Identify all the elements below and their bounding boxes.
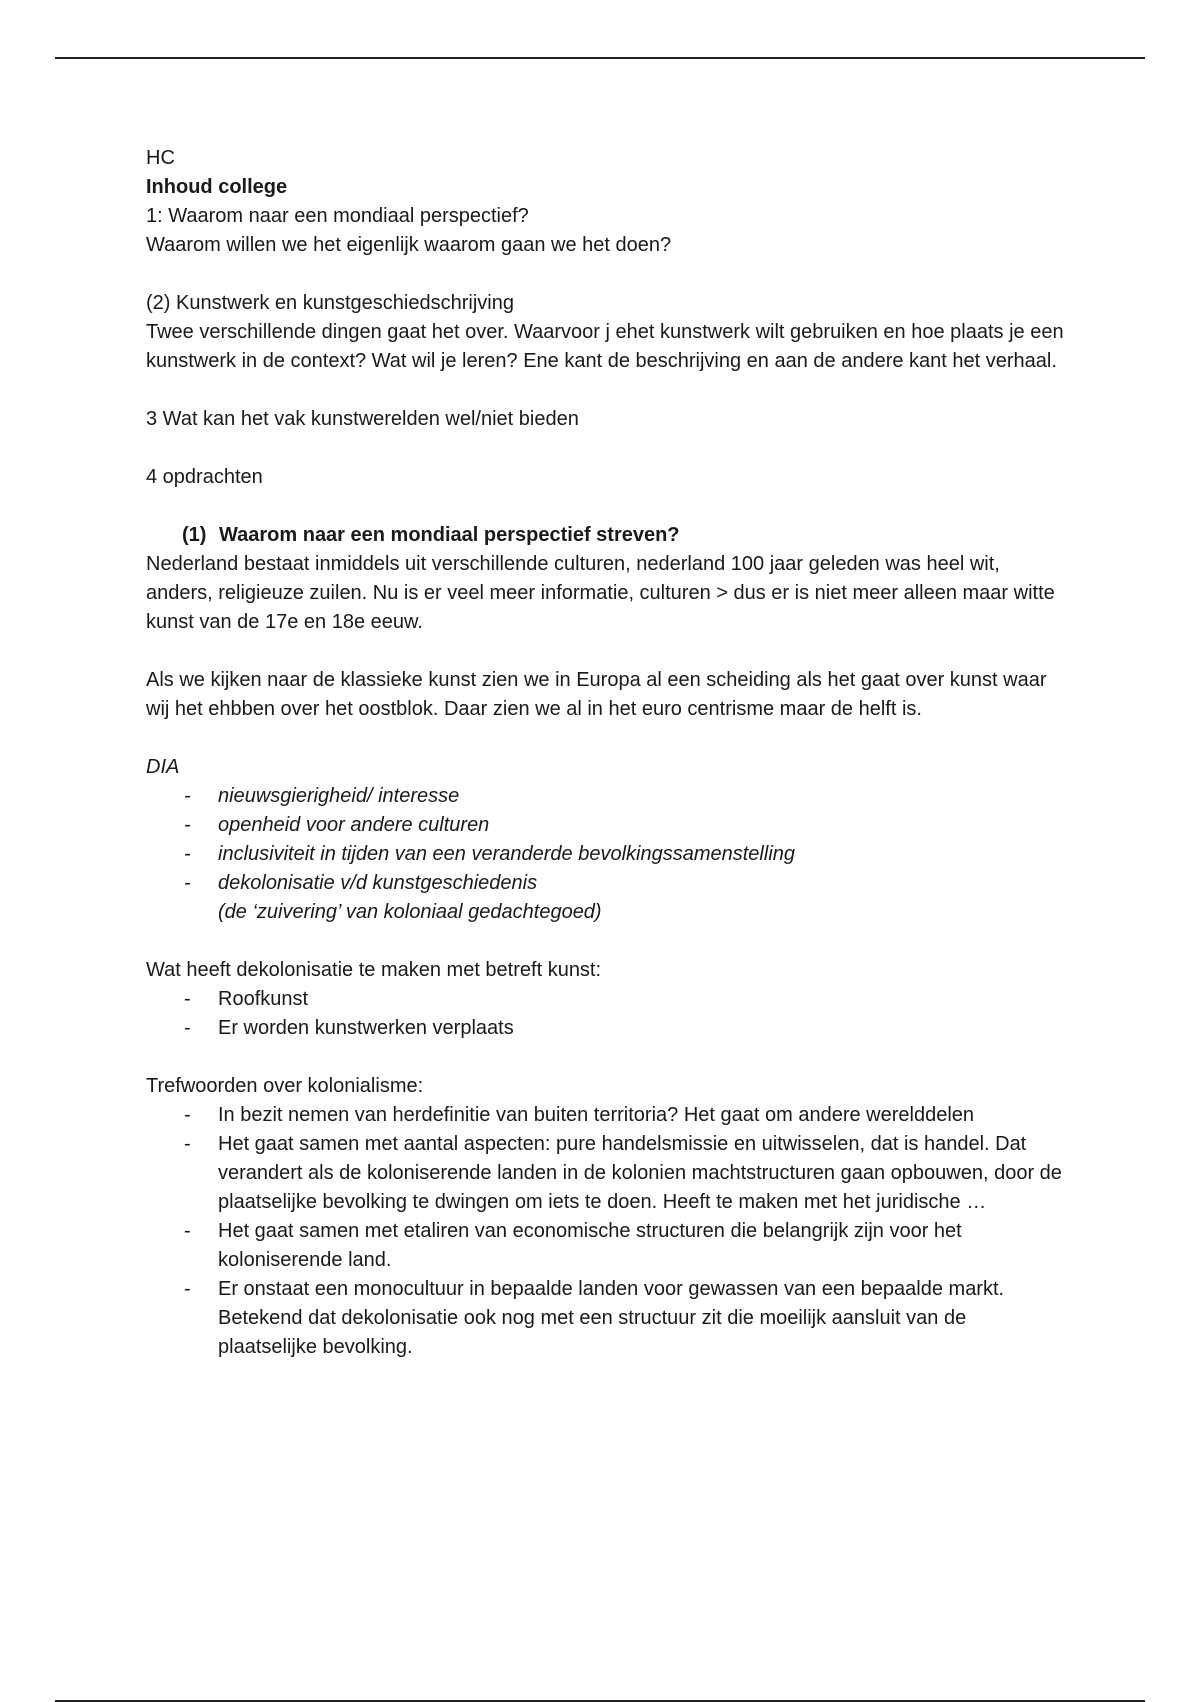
paragraph-2: Als we kijken naar de klassieke kunst zien we in Europa al een scheiding als het gaat over kunst waar wij het ehbben over het oostblok. Daar zien we al in het euro centrisme maar de helft is.: [146, 669, 1047, 720]
item2-text: Twee verschillende dingen gaat het over. Waarvoor j ehet kunstwerk wilt gebruiken en hoe plaats je een kunstwerk in de context? Wat wil je leren? Ene kant de beschrijving en aan de andere kant het verhaal.: [146, 321, 1064, 372]
list-item: - Er onstaat een monocultuur in bepaalde landen voor gewassen van een bepaalde markt. Betekend dat dekolonisatie ook nog met een structuur zit die moeilijk aansluit van de plaatselijke bevolking.: [146, 1275, 1066, 1362]
contents-title: Inhoud college: [146, 176, 288, 198]
list-item: - Roofkunst: [146, 985, 1066, 1014]
dia-list: [146, 782, 1066, 898]
list-item: - inclusiviteit in tijden van een veranderde bevolkingssamenstelling: [146, 840, 1066, 869]
dekolonisatie-list: [146, 985, 1066, 1043]
item4: 4 opdrachten: [146, 466, 263, 488]
list-item: - Het gaat samen met aantal aspecten: pure handelsmissie en uitwisselen, dat is handel. Dat verandert als de koloniserende landen in de kolonien machtstructuren gaan opbouwen, door de plaatselijke bevolking te dwingen om iets te doen. Heeft te maken met het juridische …: [146, 1130, 1066, 1217]
section1-heading: [146, 521, 1066, 550]
item1-title: 1: Waarom naar een mondiaal perspectief?: [146, 205, 529, 227]
item1-text: Waarom willen we het eigenlijk waarom gaan we het doen?: [146, 234, 672, 256]
dia-note: (de ‘zuivering’ van koloniaal gedachtegoed): [218, 901, 602, 923]
list-item: - dekolonisatie v/d kunstgeschiedenis: [146, 869, 1066, 898]
doc-label: HC: [146, 147, 175, 169]
item2-title: (2) Kunstwerk en kunstgeschiedschrijving: [146, 292, 514, 314]
section1-title: Waarom naar een mondiaal perspectief streven?: [219, 524, 680, 546]
list-item: - Het gaat samen met etaliren van economische structuren die belangrijk zijn voor het koloniserende land.: [146, 1217, 1066, 1275]
item3: 3 Wat kan het vak kunstwerelden wel/niet bieden: [146, 408, 579, 430]
kolonialisme-intro: Trefwoorden over kolonialisme:: [146, 1075, 424, 1097]
paragraph-1: Nederland bestaat inmiddels uit verschillende culturen, nederland 100 jaar geleden was heel wit, anders, religieuze zuilen. Nu is er veel meer informatie, culturen > dus er is niet meer alleen maar witte kunst van de 17e en 18e eeuw.: [146, 553, 1055, 633]
kolonialisme-list: [146, 1101, 1066, 1362]
document-body: [146, 144, 1066, 1362]
header-rule: [55, 57, 1145, 59]
list-item: - nieuwsgierigheid/ interesse: [146, 782, 1066, 811]
list-item: - Er worden kunstwerken verplaats: [146, 1014, 1066, 1043]
dia-label: DIA: [146, 756, 180, 778]
dekolonisatie-intro: Wat heeft dekolonisatie te maken met betreft kunst:: [146, 959, 602, 981]
section1-number: (1): [182, 524, 207, 546]
list-item: - In bezit nemen van herdefinitie van buiten territoria? Het gaat om andere werelddelen: [146, 1101, 1066, 1130]
list-item: - openheid voor andere culturen: [146, 811, 1066, 840]
